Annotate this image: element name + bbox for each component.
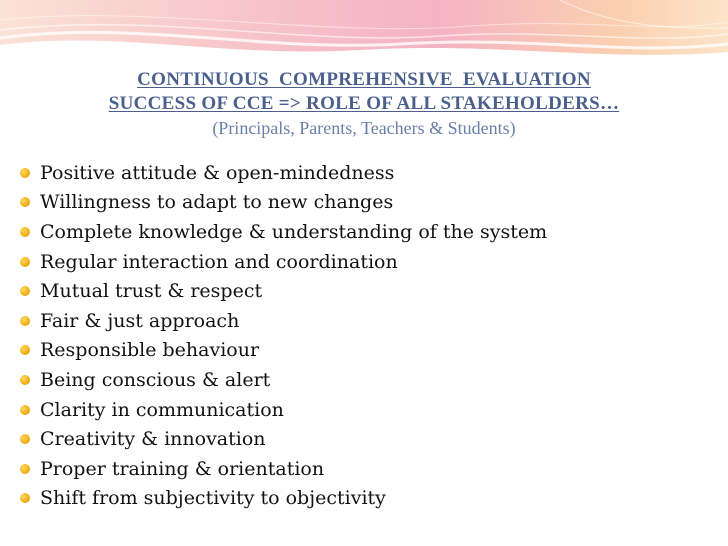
bullet-icon: [20, 168, 30, 178]
list-item-text: Positive attitude & open-mindedness: [40, 161, 395, 184]
list-item: [20, 247, 547, 277]
bullet-icon: [20, 316, 30, 326]
list-item-text: Clarity in communication: [40, 398, 284, 421]
title-block: [0, 68, 728, 140]
bullet-icon: [20, 464, 30, 474]
bullet-icon: [20, 434, 30, 444]
list-item-text: Responsible behaviour: [40, 339, 260, 362]
list-item: [20, 188, 547, 218]
list-item-text: Proper training & orientation: [40, 457, 325, 480]
list-item-text: Willingness to adapt to new changes: [40, 191, 394, 214]
list-item: [20, 365, 547, 395]
title-line-1: CONTINUOUS COMPREHENSIVE EVALUATION: [137, 69, 591, 90]
bullet-icon: [20, 493, 30, 503]
list-item: [20, 276, 547, 306]
list-item: [20, 484, 547, 514]
list-item: [20, 454, 547, 484]
list-item: [20, 217, 547, 247]
list-item-text: Shift from subjectivity to objectivity: [40, 487, 386, 510]
list-item: [20, 158, 547, 188]
bullet-icon: [20, 375, 30, 385]
list-item-text: Fair & just approach: [40, 309, 240, 332]
list-item-text: Being conscious & alert: [40, 368, 271, 391]
list-item: [20, 306, 547, 336]
list-item: [20, 336, 547, 366]
subtitle: (Principals, Parents, Teachers & Students): [212, 118, 516, 138]
list-item-text: Regular interaction and coordination: [40, 250, 398, 273]
list-item-text: Complete knowledge & understanding of the system: [40, 220, 548, 243]
bullet-icon: [20, 286, 30, 296]
bullet-list: [20, 158, 547, 513]
list-item: [20, 424, 547, 454]
title-line-2: SUCCESS OF CCE => ROLE OF ALL STAKEHOLDERS…: [108, 93, 620, 114]
bullet-icon: [20, 405, 30, 415]
bullet-icon: [20, 227, 30, 237]
list-item: [20, 395, 547, 425]
bullet-icon: [20, 197, 30, 207]
bullet-icon: [20, 345, 30, 355]
bullet-icon: [20, 257, 30, 267]
list-item-text: Creativity & innovation: [40, 428, 266, 451]
list-item-text: Mutual trust & respect: [40, 280, 263, 303]
